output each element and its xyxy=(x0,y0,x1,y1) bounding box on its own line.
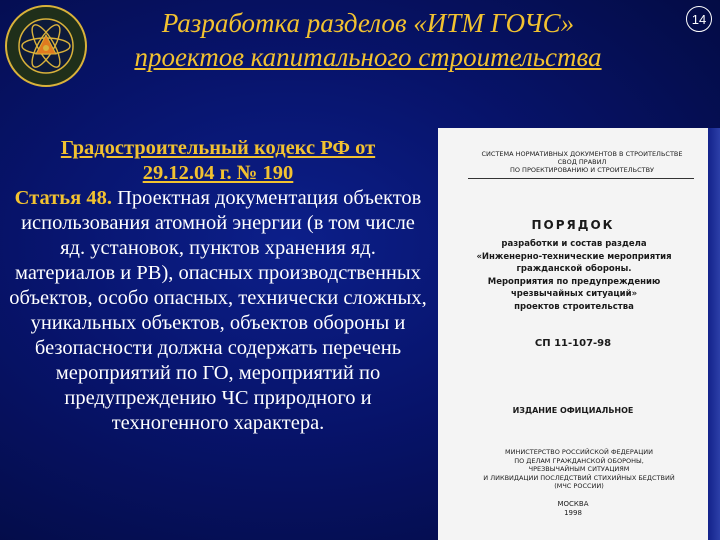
doc-city: МОСКВА xyxy=(557,500,589,508)
body-text-block xyxy=(8,136,428,436)
article-text: Проектная документация объектов использования атомной энергии (в том числе яд. установок, пунктов хранения яд. материалов и РВ), опасных производственных объектов, особо опасных, технически сложных, уникальных объектов, объектов обороны и безопасности должна содержать перечень мероприятий по ГО, мероприятий по предупреждению ЧС природного и техногенного характера. xyxy=(9,187,427,434)
mchs-emblem-logo xyxy=(4,4,88,88)
right-edge-strip xyxy=(708,128,720,540)
code-title-line1: Градостроительный кодекс РФ от xyxy=(60,137,376,159)
doc-publisher-line: ЧРЕЗВЫЧАЙНЫМ СИТУАЦИЯМ xyxy=(528,465,630,473)
doc-publisher-line: И ЛИКВИДАЦИИ ПОСЛЕДСТВИЙ СТИХИЙНЫХ БЕДСТВИЙ xyxy=(483,473,675,482)
document-cover-image xyxy=(438,128,708,540)
slide-number-badge: 14 xyxy=(686,6,712,32)
doc-subtitle xyxy=(458,238,690,313)
doc-header-divider xyxy=(468,178,694,179)
emblem-graphic xyxy=(4,4,88,88)
doc-header-line3: ПО ПРОЕКТИРОВАНИЮ И СТРОИТЕЛЬСТВУ xyxy=(509,166,654,174)
doc-edition: ИЗДАНИЕ ОФИЦИАЛЬНОЕ xyxy=(512,406,634,415)
doc-subtitle-line: Мероприятия по предупреждению xyxy=(487,276,661,287)
doc-code: СП 11-107-98 xyxy=(534,338,612,349)
doc-publisher-line: ПО ДЕЛАМ ГРАЖДАНСКОЙ ОБОРОНЫ, xyxy=(514,456,644,465)
doc-header xyxy=(472,150,692,174)
doc-subtitle-line: «Инженерно-технические мероприятия xyxy=(476,251,672,262)
doc-header-line1: СИСТЕМА НОРМАТИВНЫХ ДОКУМЕНТОВ В СТРОИТЕЛЬСТВЕ xyxy=(481,150,683,158)
doc-year: 1998 xyxy=(564,509,582,517)
code-title xyxy=(8,136,428,186)
doc-subtitle-line: проектов строительства xyxy=(514,301,634,312)
doc-publisher-line: (МЧС РОССИИ) xyxy=(554,482,604,490)
slide-title-line2: проектов капитального строительства xyxy=(134,42,602,72)
doc-subtitle-line: разработки и состав раздела xyxy=(501,239,647,249)
article-paragraph xyxy=(8,186,428,436)
slide-title-line1: Разработка разделов «ИТМ ГОЧС» xyxy=(161,8,575,38)
article-label: Статья 48. xyxy=(14,187,112,209)
doc-publisher xyxy=(468,448,690,491)
doc-heading: ПОРЯДОК xyxy=(531,218,615,232)
doc-subtitle-line: гражданской обороны. xyxy=(516,264,632,274)
doc-subtitle-line: чрезвычайных ситуаций» xyxy=(510,289,638,299)
slide-title xyxy=(88,6,648,74)
doc-publisher-line: МИНИСТЕРСТВО РОССИЙСКОЙ ФЕДЕРАЦИИ xyxy=(505,448,653,456)
doc-city-year xyxy=(438,500,708,518)
doc-header-line2: СВОД ПРАВИЛ xyxy=(557,158,607,166)
code-title-line2: 29.12.04 г. № 190 xyxy=(142,162,294,184)
